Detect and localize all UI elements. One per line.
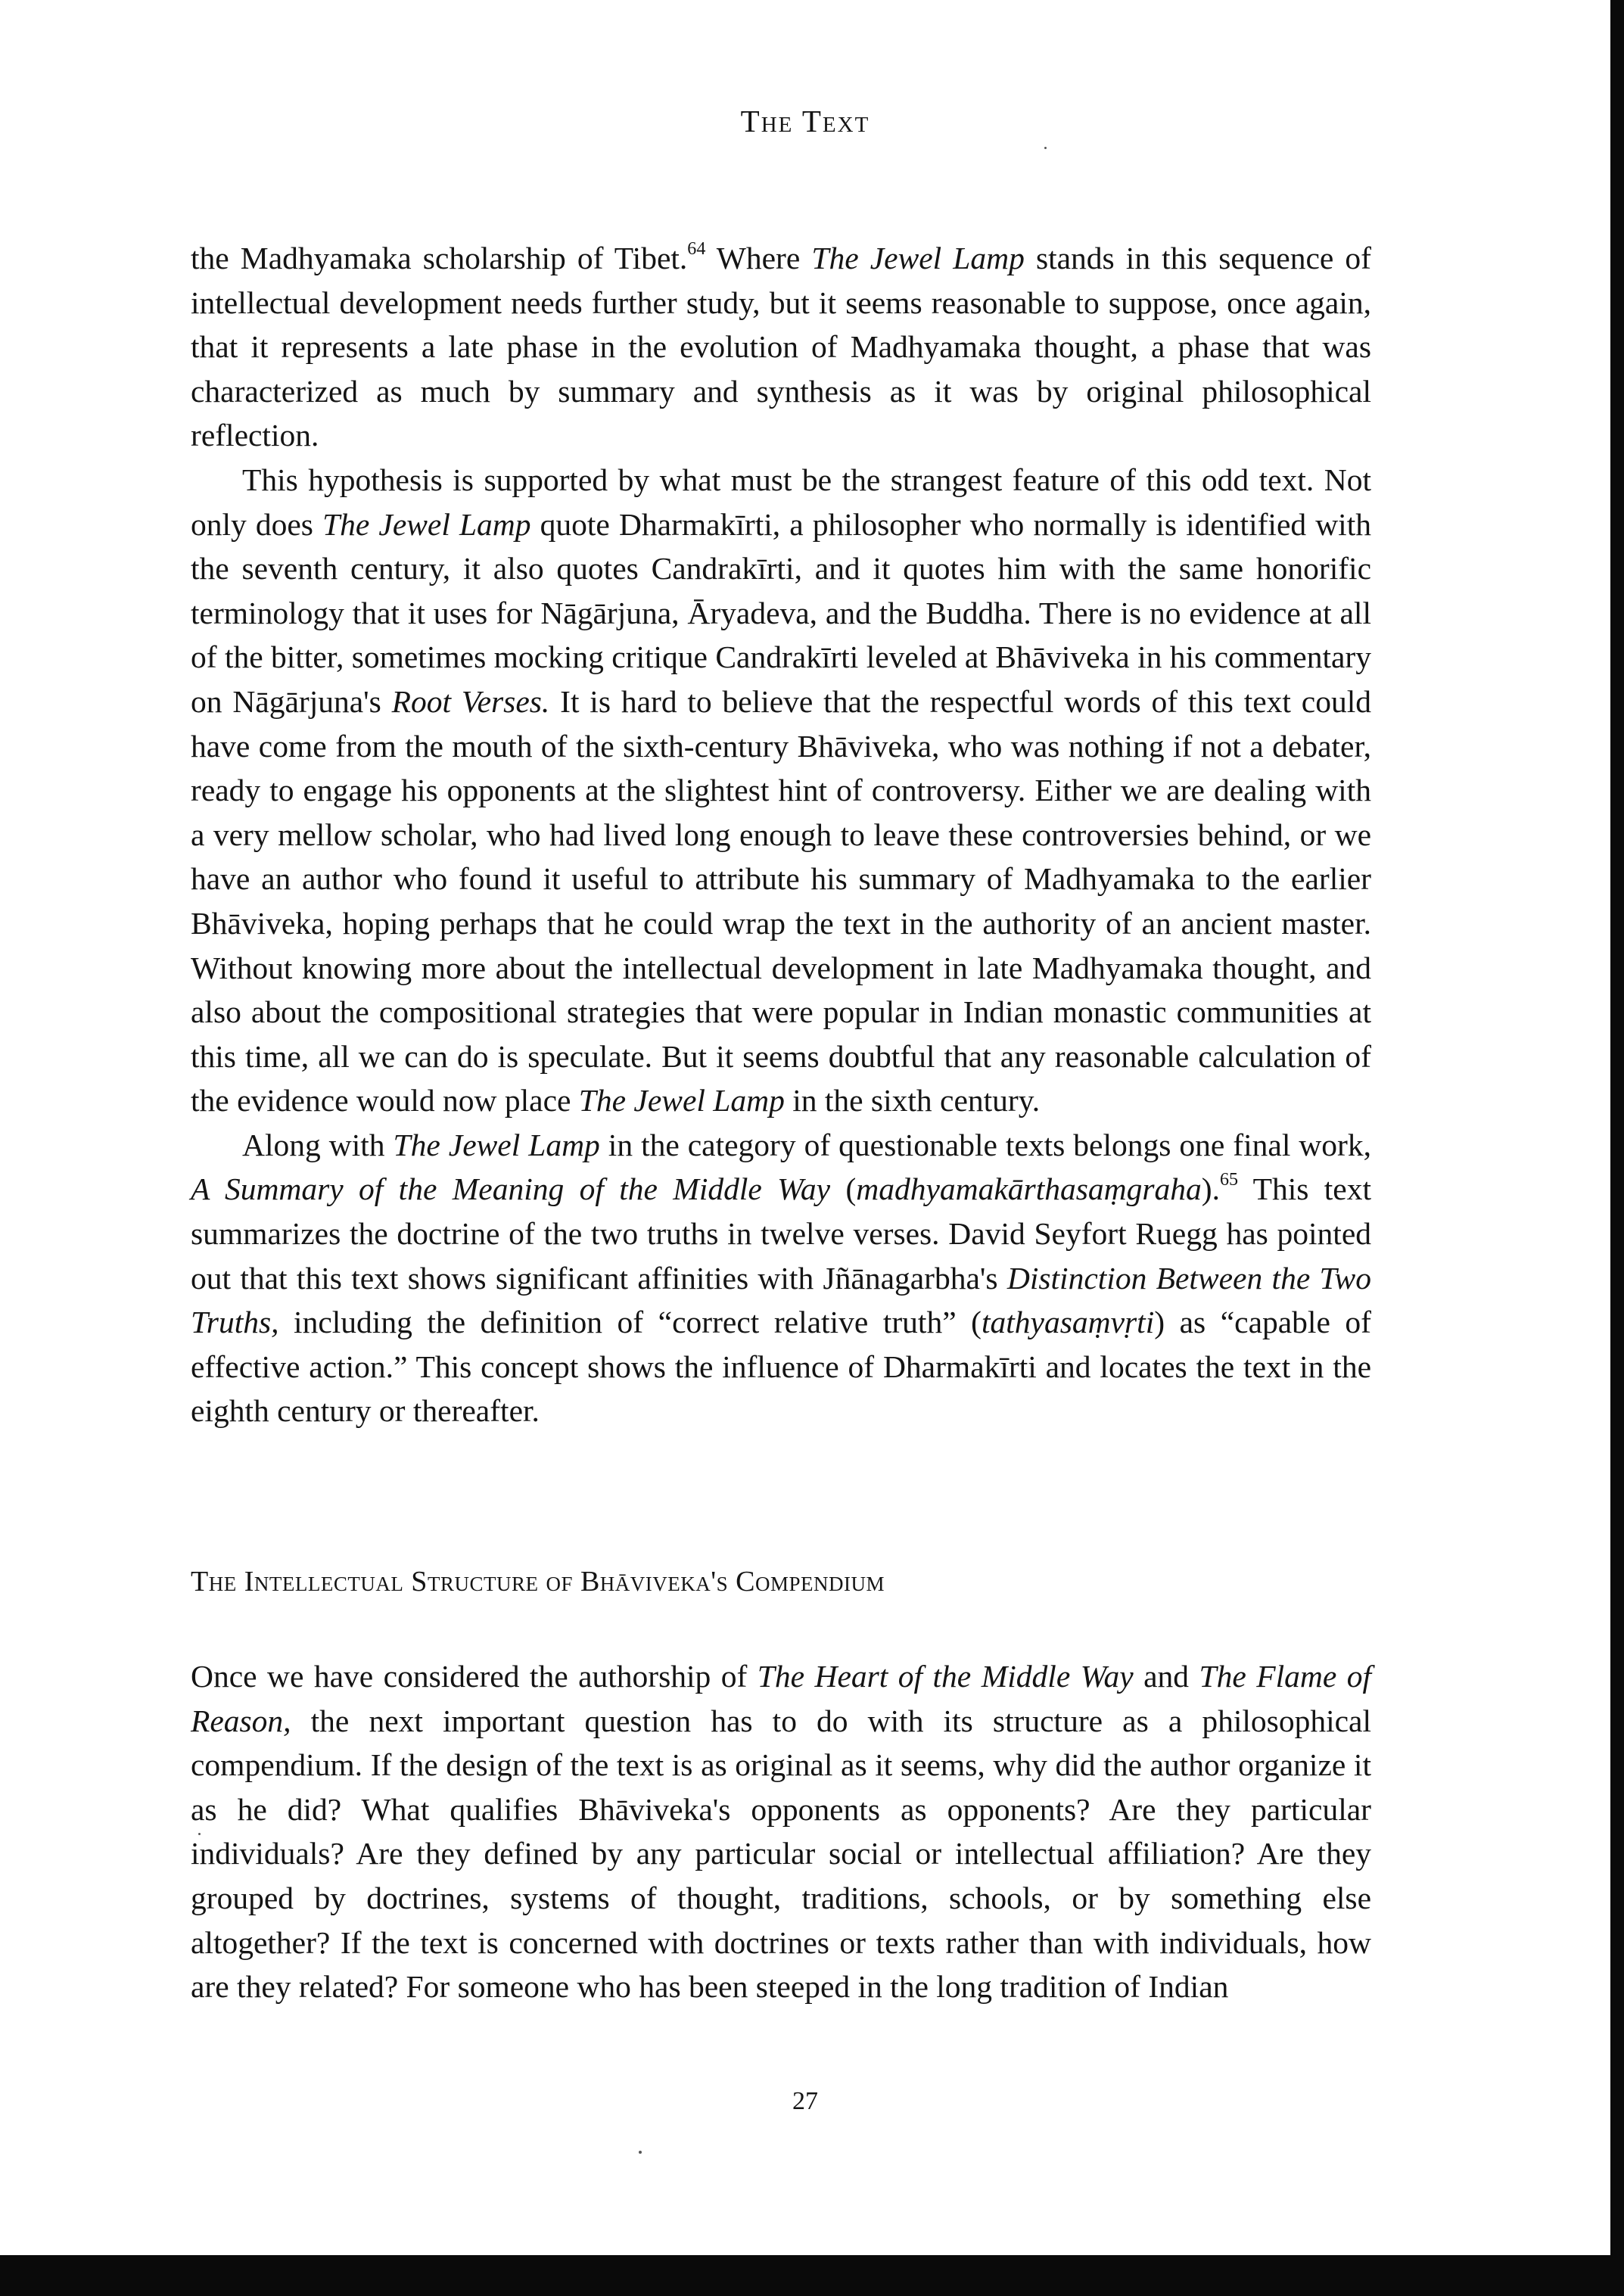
sanskrit-term: madhyamakārthasaṃgraha — [856, 1171, 1202, 1207]
text-run: the Madhyamaka scholarship of Tibet. — [191, 241, 688, 275]
text-run: the next important question has to do with its structure as a philosophical compendium. If the design of the text is as original as it seems, why did the author organize it as he did? What qualifies Bhāviveka's opponents as opponents? Are they particular individuals? Are they defined by any particular social or intellectual affiliation? Are they grouped by doctrines, systems of thought, traditions, schools, or by something else altogether? If the text is concerned with doctrines or texts rather than with individuals, how are they related? For someone who has been steeped in the long tradition of Indian — [191, 1703, 1371, 2005]
text-run: ) as “capable of effective action.” This concept shows the influence of Dharmakīrti and locates the text in the eighth century or thereafter. — [191, 1305, 1371, 1429]
title-root-verses: Root Verses. — [391, 683, 550, 719]
paragraph-2 — [191, 458, 1371, 1123]
text-run: in the category of questionable texts belongs one final work, — [599, 1127, 1372, 1162]
paragraph-1 — [191, 236, 1371, 458]
text-run: It is hard to believe that the respectful words of this text could have come from the mouth of the sixth-century Bhāviveka, who was nothing if not a debater, ready to engage his opponents at the slightest hint of controversy. Either we are dealing with a very mellow scholar, who had lived long enough to leave these controversies behind, or we have an author who found it useful to attribute his summary of Madhyamaka to the earlier Bhāviveka, hoping perhaps that he could wrap the text in the authority of an ancient master. Without knowing more about the intellectual development in late Madhyamaka thought, and also about the compositional strategies that were popular in Indian monastic communities at this time, all we can do is speculate. But it seems doubtful that any reasonable calculation of the evidence would now place — [191, 683, 1371, 1118]
section-body — [191, 1654, 1371, 2009]
title-distinction-two-truths: Distinction Between the Two Truths, — [191, 1260, 1371, 1340]
body-text — [191, 236, 1371, 1433]
text-run: stands in this sequence of intellectual development needs further study, but it seems reasonable to suppose, once again, that it represents a late phase in the evolution of Madhyamaka thought, a phase that was characterized as much by summary and synthesis as it was by original philosophical reflection. — [191, 241, 1371, 453]
paragraph-3 — [191, 1123, 1371, 1433]
scan-speck — [1044, 147, 1047, 149]
footnote-ref-65: 65 — [1219, 1170, 1239, 1190]
text-run: ). — [1201, 1171, 1220, 1207]
running-head: The Text — [740, 104, 870, 138]
text-run: This hypothesis is supported by what must be the strangest feature of this odd text. Not only does — [191, 462, 1371, 542]
scan-speck — [198, 1833, 201, 1835]
text-run: Where — [705, 241, 812, 275]
title-summary-middle-way: A Summary of the Meaning of the Middle Way — [191, 1171, 831, 1207]
paragraph-4 — [191, 1654, 1371, 2009]
scan-edge-right — [1610, 0, 1624, 2296]
text-run: This text summarizes the doctrine of the two truths in twelve verses. David Seyfort Ruegg has pointed out that this text shows significant affinities with Jñānagarbha's — [191, 1171, 1371, 1296]
text-run: including the definition of “correct relative truth” ( — [278, 1305, 982, 1340]
title-flame-of-reason: The Flame of Reason, — [191, 1659, 1371, 1738]
title-jewel-lamp: The Jewel Lamp — [393, 1127, 600, 1162]
text-run: Once we have considered the authorship of — [191, 1659, 758, 1694]
title-jewel-lamp: The Jewel Lamp — [322, 506, 531, 542]
text-run: in the sixth century. — [784, 1083, 1041, 1118]
sanskrit-term: tathyasaṃvṛti — [982, 1305, 1155, 1340]
scan-edge-bottom — [0, 2255, 1624, 2296]
page-number: 27 — [792, 2087, 818, 2115]
title-heart-middle-way: The Heart of the Middle Way — [757, 1659, 1134, 1694]
footnote-ref-64: 64 — [687, 238, 706, 259]
text-run: Along with — [242, 1127, 394, 1162]
text-run: ( — [830, 1171, 857, 1207]
section-heading: The Intellectual Structure of Bhāviveka's Compendium — [191, 1566, 885, 1598]
scan-speck — [639, 2151, 642, 2154]
text-run: and — [1133, 1659, 1199, 1694]
text-run: quote Dharmakīrti, a philosopher who normally is identified with the seventh century, it also quotes Candrakīrti, and it quotes him with the same honorific terminology that it uses for Nāgārjuna, Āryadeva, and the Buddha. There is no evidence at all of the bitter, sometimes mocking critique Candrakīrti leveled at Bhāviveka in his commentary on Nāgārjuna's — [191, 506, 1371, 719]
title-jewel-lamp: The Jewel Lamp — [578, 1083, 785, 1118]
title-jewel-lamp: The Jewel Lamp — [811, 241, 1025, 275]
